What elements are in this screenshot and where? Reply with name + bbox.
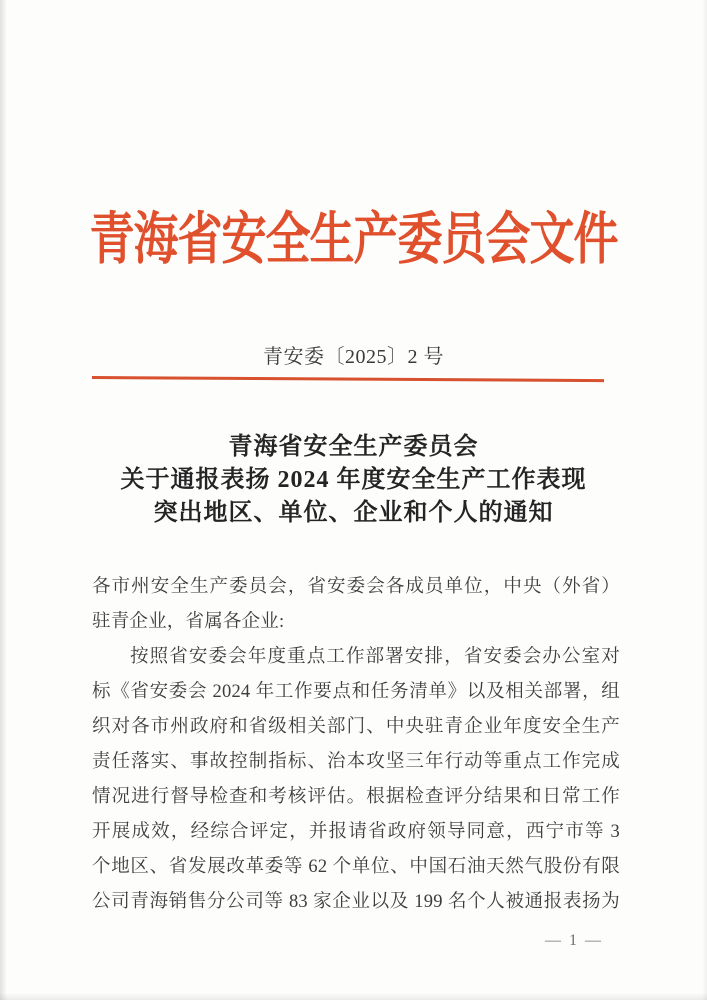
page-number-label: — 1 — <box>545 932 603 949</box>
body-line: 开展成效，经综合评定，并报请省政府领导同意，西宁市等 3 <box>92 822 620 842</box>
body-text-block <box>92 570 620 920</box>
body-line: 按照省安委会年度重点工作部署安排，省安委会办公室对 <box>130 647 620 667</box>
letterhead-title: 青海省安全生产委员会文件 <box>89 208 618 271</box>
document-title-line-2: 关于通报表扬 2024 年度安全生产工作表现 <box>120 467 587 493</box>
doc-number-label: 青安委〔2025〕2 号 <box>263 346 444 368</box>
body-line: 各市州安全生产委员会，省安委会各成员单位，中央（外省） <box>92 577 620 597</box>
scan-edge-bottom <box>0 993 707 1000</box>
document-title-line-1: 青海省安全生产委员会 <box>228 434 479 460</box>
document-title-line-3: 突出地区、单位、企业和个人的通知 <box>153 500 554 526</box>
body-line: 织对各市州政府和省级相关部门、中央驻青企业年度安全生产 <box>92 717 620 737</box>
body-line: 标《省安委会 2024 年工作要点和任务清单》以及相关部署，组 <box>92 682 620 702</box>
body-line: 责任落实、事故控制指标、治本攻坚三年行动等重点工作完成 <box>92 752 620 772</box>
body-line: 情况进行督导检查和考核评估。根据检查评分结果和日常工作 <box>92 787 620 807</box>
document-title <box>0 431 707 530</box>
body-line: 驻青企业，省属各企业: <box>92 612 285 632</box>
body-line: 个地区、省发展改革委等 62 个单位、中国石油天然气股份有限 <box>92 857 620 877</box>
body-line: 公司青海销售分公司等 83 家企业以及 199 名个人被通报表扬为 <box>92 892 620 912</box>
red-rule-divider <box>92 376 604 382</box>
